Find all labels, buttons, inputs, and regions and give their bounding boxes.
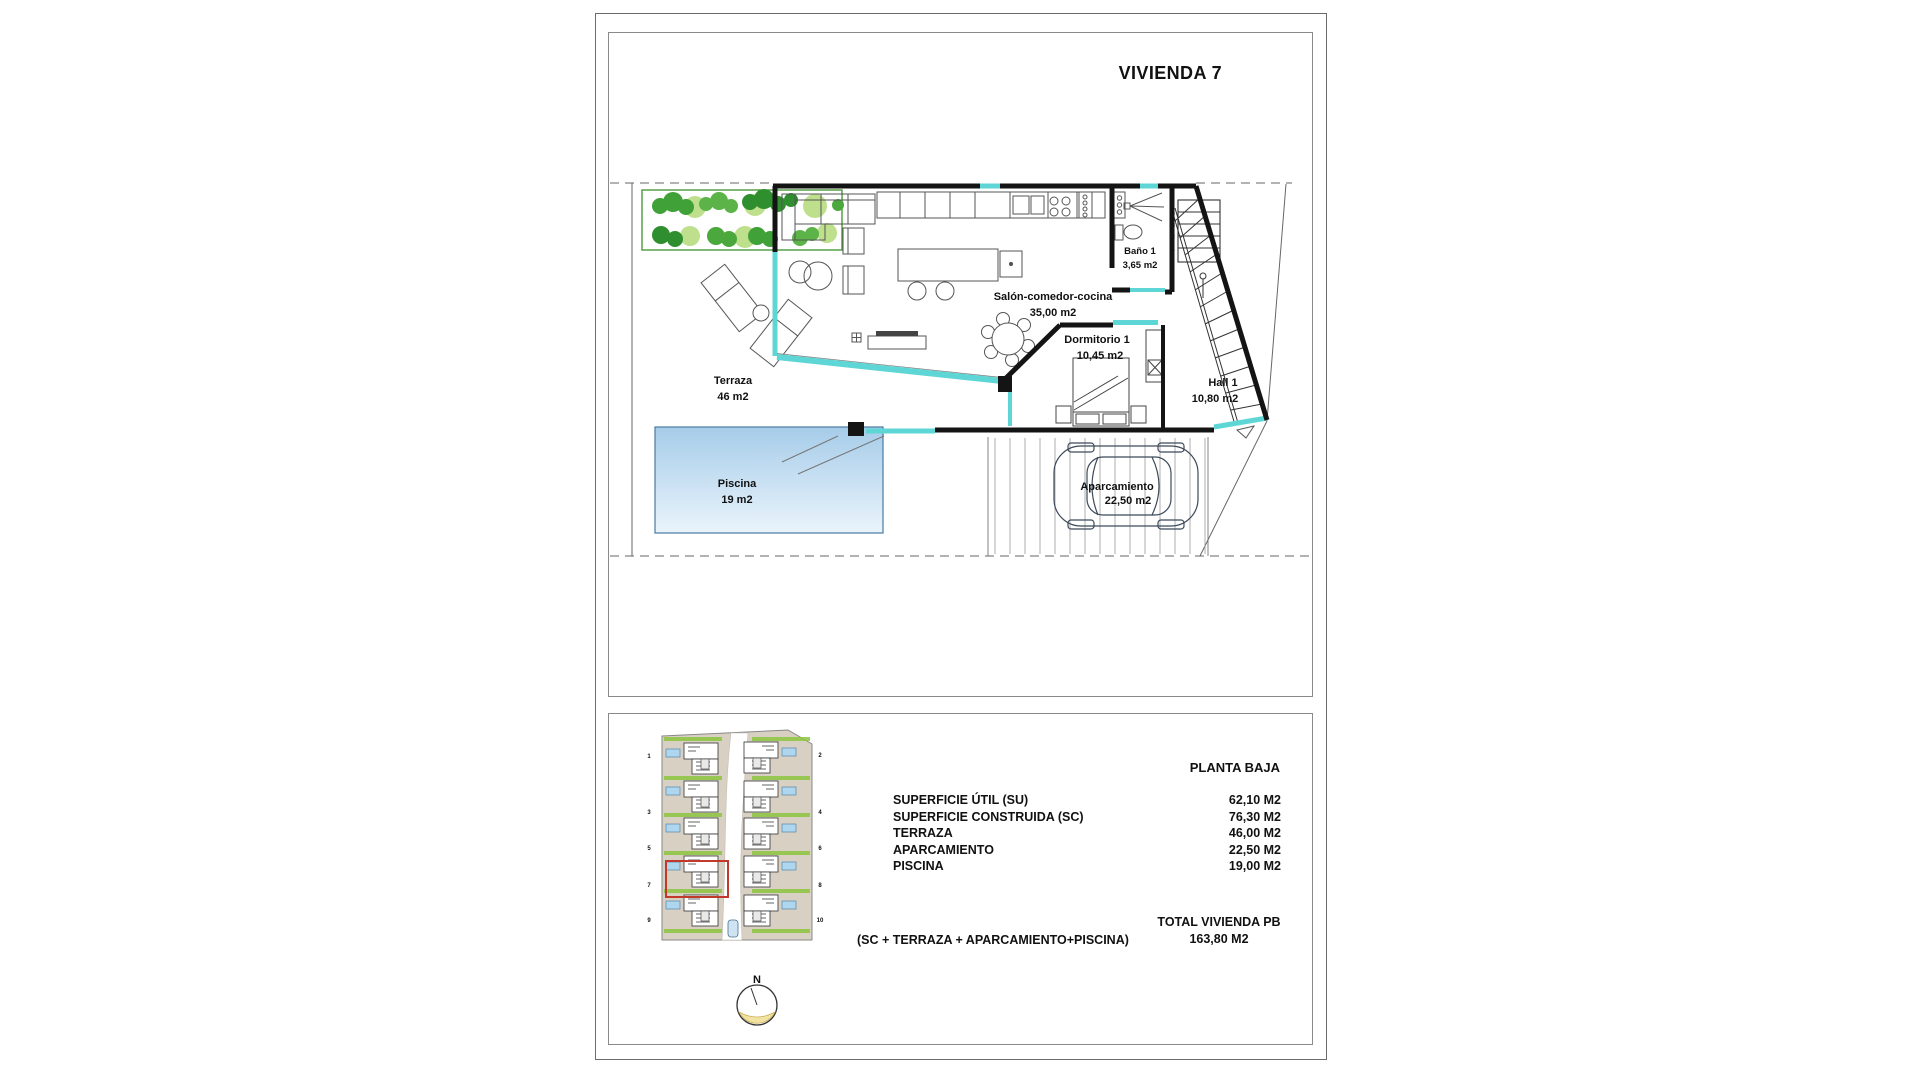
- unit-number: 3: [647, 810, 651, 816]
- salon-area: 35,00 m2: [1029, 307, 1077, 319]
- summary-row-label: SUPERFICIE CONSTRUIDA (SC): [893, 809, 1084, 824]
- entry-door-mark: [1237, 426, 1254, 438]
- armchairs: [843, 228, 864, 294]
- total-label: TOTAL VIVIENDA PB: [1157, 915, 1281, 929]
- kitchen-counter: [877, 192, 1105, 218]
- bano-label: Baño 1: [1124, 246, 1156, 257]
- unit-number: 2: [818, 753, 822, 759]
- pool: [655, 427, 883, 533]
- summary-row-value: 46,00 M2: [1228, 826, 1281, 841]
- summary-row: [893, 792, 1281, 809]
- stair-number: 4: [1172, 211, 1175, 217]
- unit-number: 5: [647, 846, 651, 852]
- side-table: [753, 305, 769, 321]
- unit-number: 7: [647, 883, 651, 889]
- summary-row-value: 76,30 M2: [1228, 809, 1281, 824]
- dormitorio-area: 10,45 m2: [1076, 350, 1124, 362]
- north-compass: [737, 974, 777, 1025]
- hall-label: Hall 1: [1208, 377, 1238, 389]
- unit-number: 4: [818, 810, 822, 816]
- sun-lounger: [701, 264, 763, 331]
- aparcamiento-area: 22,50 m2: [1104, 495, 1152, 507]
- tv-console: [852, 331, 926, 349]
- unit-number: 10: [816, 918, 824, 924]
- summary-row: [893, 858, 1281, 875]
- stair-number: 3: [1172, 223, 1175, 229]
- piscina-label: Piscina: [717, 478, 757, 490]
- bano-area: 3,65 m2: [1122, 260, 1158, 271]
- summary-row-value: 19,00 M2: [1228, 859, 1281, 874]
- dormitorio-label: Dormitorio 1: [1064, 334, 1130, 346]
- terrace-furniture: [701, 264, 812, 366]
- piscina-area: 19 m2: [721, 494, 753, 506]
- aparcamiento-label: Aparcamiento: [1080, 481, 1154, 493]
- unit-number: 8: [818, 883, 822, 889]
- sheet-title: VIVIENDA 7: [1118, 63, 1222, 83]
- summary-row-value: 62,10 M2: [1228, 793, 1281, 807]
- unit-number: 1: [647, 754, 651, 760]
- staircase: [1172, 198, 1262, 425]
- summary-heading: PLANTA BAJA: [1189, 760, 1280, 775]
- bathroom-fixtures: [1114, 192, 1164, 240]
- summary-row-label: PISCINA: [893, 859, 944, 874]
- summary-row: [893, 842, 1281, 859]
- hall-area: 10,80 m2: [1191, 393, 1239, 405]
- summary-table: [893, 792, 1281, 875]
- unit-number: 6: [818, 846, 822, 852]
- north-label: N: [753, 974, 761, 986]
- stair-number: 2: [1172, 235, 1175, 241]
- total-formula: (SC + TERRAZA + APARCAMIENTO+PISCINA): [857, 933, 1129, 947]
- site-plan: [647, 730, 824, 940]
- site-car-icon: [728, 920, 738, 937]
- summary-row-label: APARCAMIENTO: [893, 842, 994, 857]
- total-value: 163,80 M2: [1189, 932, 1249, 946]
- summary-row-label: SUPERFICIE ÚTIL (SU): [893, 793, 1029, 807]
- terraza-label: Terraza: [713, 375, 753, 387]
- summary-row: [893, 809, 1281, 826]
- parking-area: [988, 437, 1208, 556]
- summary-row-label: TERRAZA: [893, 826, 953, 841]
- coffee-table: [789, 261, 832, 290]
- garden-bed: [642, 189, 844, 250]
- unit-number: 9: [647, 918, 651, 924]
- summary-row-value: 22,50 M2: [1228, 842, 1281, 857]
- summary-row: [893, 825, 1281, 842]
- stair-number: 1: [1172, 247, 1175, 253]
- salon-label: Salón-comedor-cocina: [993, 291, 1113, 303]
- terraza-area: 46 m2: [717, 391, 749, 403]
- bed: [1056, 358, 1146, 426]
